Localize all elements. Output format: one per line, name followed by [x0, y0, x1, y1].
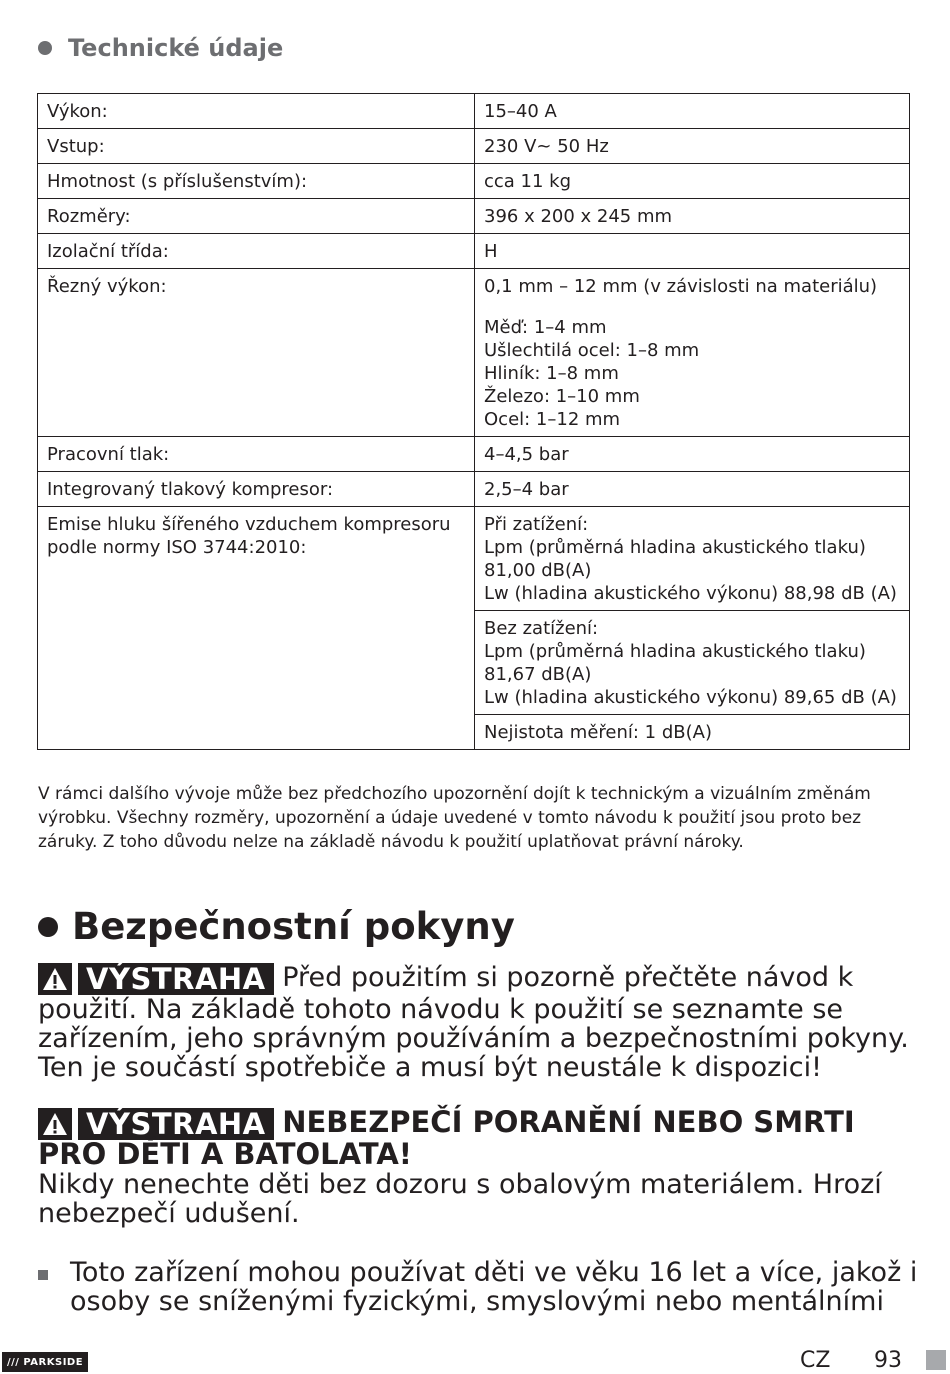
spec-label: Izolační třída: — [38, 234, 475, 269]
noise-line: 81,67 dB(A) — [484, 664, 592, 685]
spec-label: Integrovaný tlakový kompresor: — [38, 472, 475, 507]
noise-label-line: Emise hluku šířeného vzduchem kompresoru — [47, 514, 451, 535]
table-row — [38, 94, 910, 129]
table-row — [38, 269, 910, 437]
spec-label: Řezný výkon: — [38, 269, 475, 437]
noise-line: 81,00 dB(A) — [484, 560, 592, 581]
warning-block-2 — [38, 1105, 918, 1229]
warning-label: VÝSTRAHA — [78, 963, 274, 995]
noise-line: Lw (hladina akustického výkonu) 88,98 dB (A) — [484, 583, 897, 604]
spec-label: Pracovní tlak: — [38, 437, 475, 472]
warning-heading: NEBEZPEČÍ PORANĚNÍ NEBO SMRTI PRO DĚTI A BATOLATA! — [38, 1105, 855, 1171]
noise-loaded — [475, 507, 910, 611]
safety-heading-text: Bezpečnostní pokyny — [72, 905, 515, 948]
noise-unloaded — [475, 611, 910, 715]
warning-text: Nikdy nenechte děti bez dozoru s obalovým materiálem. Hrozí nebezpečí udušení. — [38, 1169, 882, 1229]
table-row — [38, 437, 910, 472]
warning-triangle-icon — [38, 963, 72, 995]
safety-heading — [38, 905, 515, 948]
spec-label: Vstup: — [38, 129, 475, 164]
warning-label: VÝSTRAHA — [78, 1108, 274, 1140]
section-title-technical-data — [38, 34, 283, 62]
spec-value: 2,5–4 bar — [475, 472, 910, 507]
spec-value: 396 x 200 x 245 mm — [475, 199, 910, 234]
table-row — [38, 507, 910, 611]
warning-badge — [38, 1108, 274, 1140]
cutting-range: 0,1 mm – 12 mm (v závislosti na materiálu) — [484, 276, 878, 297]
spec-value: 4–4,5 bar — [475, 437, 910, 472]
list-item-text: Toto zařízení mohou používat děti ve věku 16 let a více, jakož i osoby se sníženými fyzickými, smyslovými nebo mentálními — [70, 1257, 918, 1317]
parkside-logo: /// PARKSIDE — [2, 1352, 88, 1372]
material-line: Ocel: 1–12 mm — [484, 409, 621, 430]
spec-label: Hmotnost (s příslušenstvím): — [38, 164, 475, 199]
table-row — [38, 164, 910, 199]
bullet-icon — [38, 917, 58, 937]
material-line: Železo: 1–10 mm — [484, 386, 640, 407]
section-title-text: Technické údaje — [68, 34, 284, 62]
warning-text: Před použitím si pozorně přečtěte návod k použití. Na základě tohoto návodu k použití se seznamte se zařízením, jeho správným používáním a bezpečnostními pokyny. Ten je součástí spotřebiče a musí být neustále k dispozici! — [38, 962, 909, 1083]
spec-value: 15–40 A — [475, 94, 910, 129]
list-item — [38, 1258, 918, 1316]
spec-value: cca 11 kg — [475, 164, 910, 199]
spec-label: Výkon: — [38, 94, 475, 129]
table-row — [38, 472, 910, 507]
noise-label — [38, 507, 475, 750]
warning-badge — [38, 963, 274, 995]
spec-value-cutting — [475, 269, 910, 437]
material-line: Ušlechtilá ocel: 1–8 mm — [484, 340, 700, 361]
bullet-icon — [38, 41, 52, 55]
warning-triangle-icon — [38, 1108, 72, 1140]
material-line: Měď: 1–4 mm — [484, 317, 607, 338]
spec-label: Rozměry: — [38, 199, 475, 234]
noise-uncertainty: Nejistota měření: 1 dB(A) — [475, 715, 910, 750]
noise-line: Lw (hladina akustického výkonu) 89,65 dB (A) — [484, 687, 897, 708]
noise-line: Lpm (průměrná hladina akustického tlaku) — [484, 641, 866, 662]
page-number: 93 — [874, 1348, 902, 1373]
disclaimer-text: V rámci dalšího vývoje může bez předchozího upozornění dojít k technickým a vizuálním změnám výrobku. Všechny rozměry, upozornění a údaje uvedené v tomto návodu k použití jsou proto bez záruky. Z toho důvodu nelze na základě návodu k použití uplatňovat právní nároky. — [38, 784, 871, 852]
noise-line: Bez zatížení: — [484, 618, 599, 639]
spec-value: 230 V~ 50 Hz — [475, 129, 910, 164]
page-marker — [926, 1350, 946, 1370]
noise-label-line: podle normy ISO 3744:2010: — [47, 537, 307, 558]
spec-value: H — [475, 234, 910, 269]
square-bullet-icon — [38, 1270, 48, 1280]
noise-line: Lpm (průměrná hladina akustického tlaku) — [484, 537, 866, 558]
table-row — [38, 234, 910, 269]
language-code: CZ — [800, 1348, 831, 1373]
warning-block-1 — [38, 963, 918, 1082]
specs-table — [37, 93, 910, 750]
noise-line: Při zatížení: — [484, 514, 589, 535]
material-line: Hliník: 1–8 mm — [484, 363, 619, 384]
table-row — [38, 129, 910, 164]
table-row — [38, 199, 910, 234]
